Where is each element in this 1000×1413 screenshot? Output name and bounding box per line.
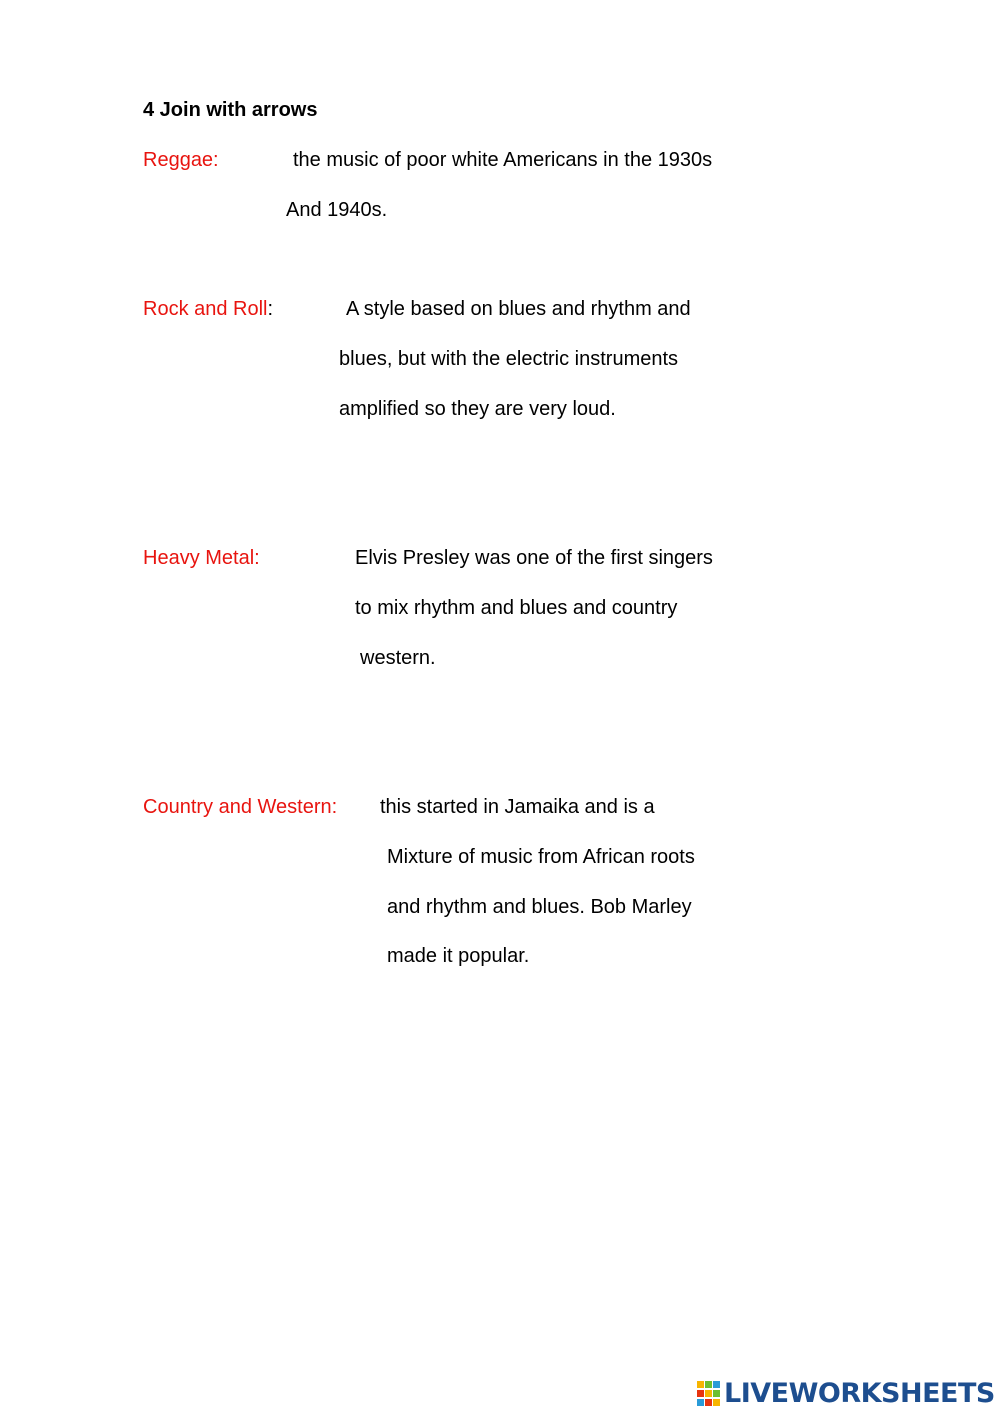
liveworksheets-logo [697,1378,995,1410]
term-reggae: Reggae: [143,149,219,171]
term-colon: : [267,298,274,320]
definition-line: to mix rhythm and blues and country [355,597,678,619]
worksheet-title: 4 Join with arrows [143,99,318,121]
definition-line: And 1940s. [286,199,388,221]
definition-line: western. [360,647,436,669]
definition-line: and rhythm and blues. Bob Marley [387,896,692,918]
definition-line: Elvis Presley was one of the first singers [355,547,713,569]
definition-line: A style based on blues and rhythm and [346,298,691,320]
term-rock-and-roll-wrapper [143,297,273,321]
term-rock-and-roll: Rock and Roll [143,298,268,320]
term-country-and-western: Country and Western: [143,796,338,818]
definition-line: made it popular. [387,945,530,967]
liveworksheets-logo-text: LIVEWORKSHEETS [724,1378,995,1409]
definition-line: Mixture of music from African roots [387,846,695,868]
definition-line: this started in Jamaika and is a [380,796,655,818]
definition-line: blues, but with the electric instruments [339,348,679,370]
term-heavy-metal: Heavy Metal: [143,547,260,569]
liveworksheets-logo-icon [697,1381,721,1407]
definition-line: the music of poor white Americans in the 1930s [293,149,713,171]
definition-line: amplified so they are very loud. [339,398,616,420]
